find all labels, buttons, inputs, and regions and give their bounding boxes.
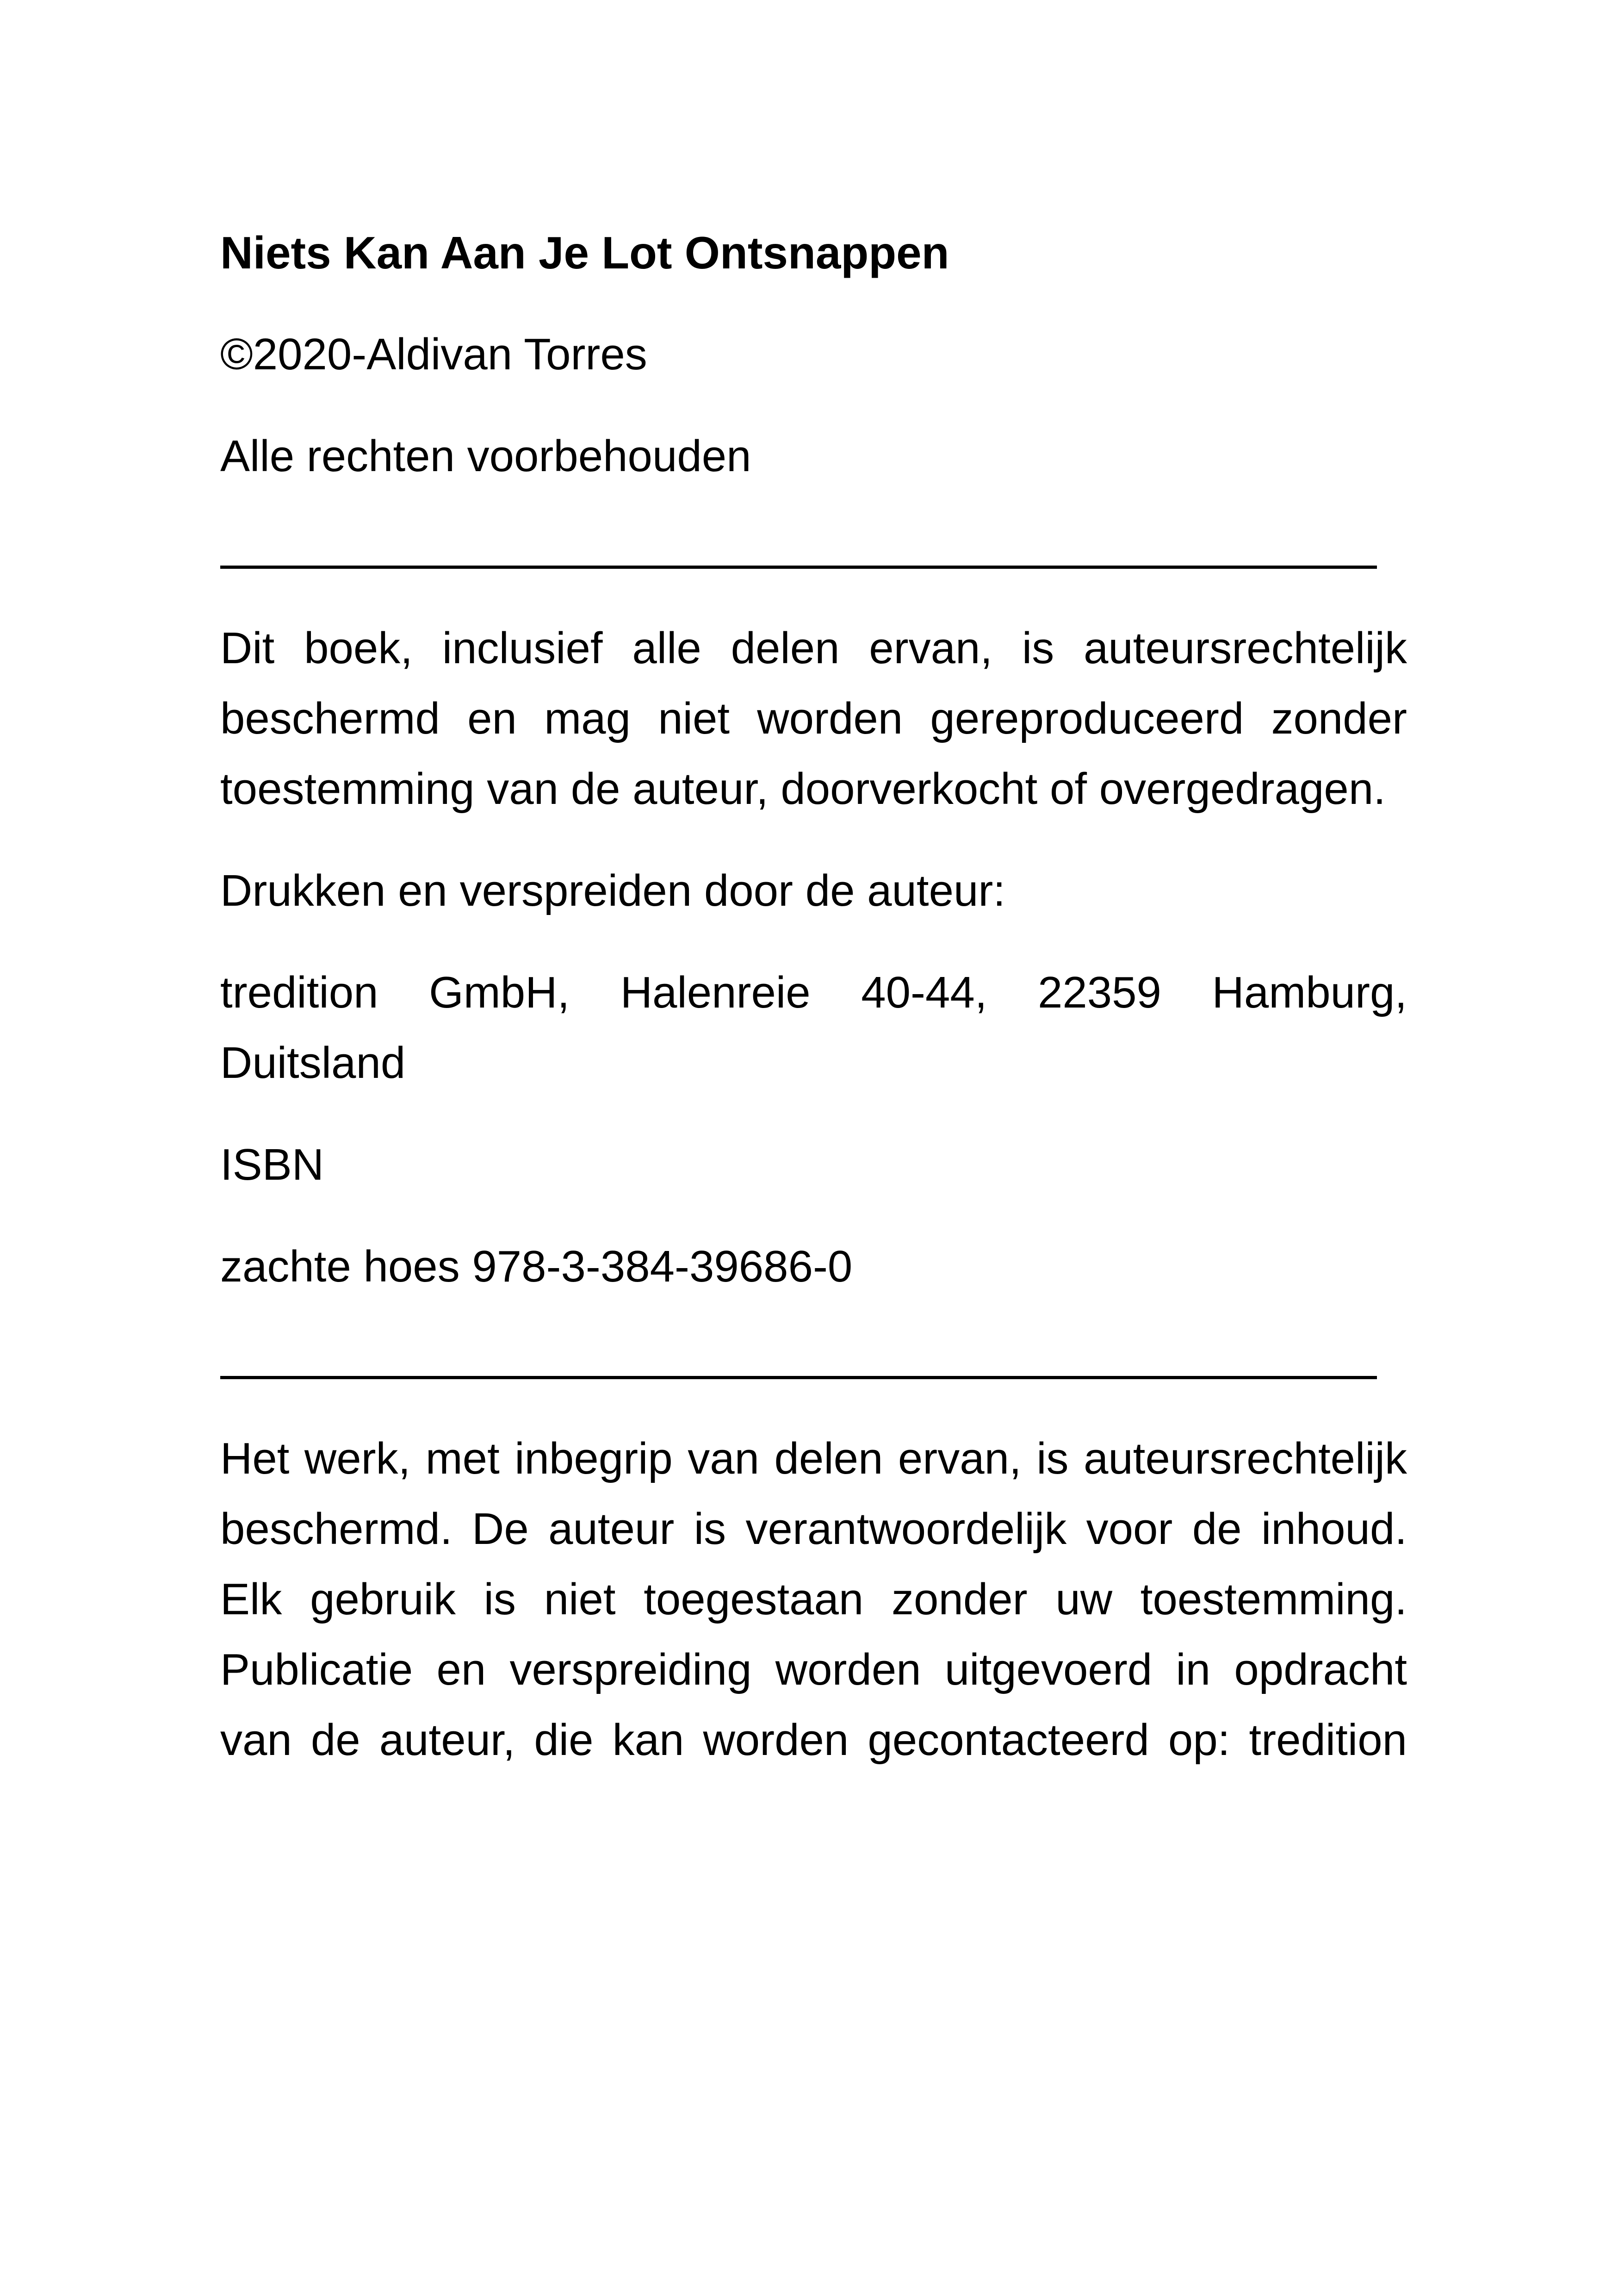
- rights-reserved: Alle rechten voorbehouden: [220, 431, 751, 481]
- book-title: Niets Kan Aan Je Lot Ontsnappen: [220, 227, 949, 278]
- separator-rule: [220, 1376, 1377, 1379]
- print-distribution-label: Drukken en verspreiden door de auteur:: [220, 866, 1006, 915]
- copyright-paragraph: Dit boek, inclusief alle delen ervan, is auteursrechtelijk beschermd en mag niet worden gereproduceerd zonder toestemming van de auteur, doorverkocht of overgedragen.: [220, 623, 1407, 814]
- work-copyright-paragraph: Het werk, met inbegrip van delen ervan, is auteursrechtelijk beschermd. De auteur is verantwoordelijk voor de inhoud. Elk gebruik is niet toegestaan zonder uw toestemming. Publicatie en verspreiding worden uitgevoerd in opdracht van de auteur, die kan worden gecontacteerd op: tredition: [220, 1434, 1407, 1765]
- separator-rule: [220, 566, 1377, 569]
- isbn-softcover: zachte hoes 978-3-384-39686-0: [220, 1242, 853, 1291]
- copyright-line: ©2020-Aldivan Torres: [220, 330, 647, 379]
- publisher-address: tredition GmbH, Halenreie 40-44, 22359 Hamburg, Duitsland: [220, 968, 1407, 1088]
- copyright-page: [220, 218, 1407, 1775]
- isbn-label: ISBN: [220, 1140, 324, 1189]
